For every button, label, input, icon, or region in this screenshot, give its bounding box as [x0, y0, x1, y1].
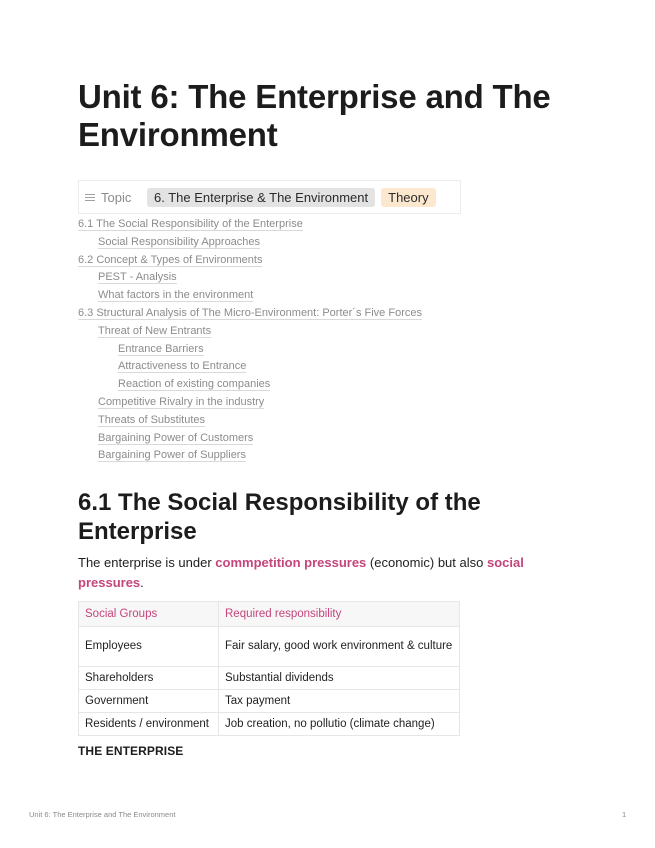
column-header: Social Groups	[79, 602, 219, 627]
topic-property-label	[85, 190, 147, 205]
toc-link[interactable]: 6.2 Concept & Types of Environments	[78, 253, 263, 266]
table-row	[79, 627, 460, 667]
highlight-text: commpetition pressures	[215, 555, 367, 570]
footer-title: Unit 6: The Enterprise and The Environment	[29, 810, 176, 819]
toc-link[interactable]: 6.1 The Social Responsibility of the Enterprise	[78, 218, 303, 230]
toc-link[interactable]: PEST - Analysis	[98, 271, 177, 284]
table-cell: Fair salary, good work environment & culture	[219, 627, 460, 667]
table-cell: Employees	[79, 627, 219, 667]
table-row	[79, 713, 460, 736]
properties-row	[78, 180, 461, 214]
toc-link[interactable]: What factors in the environment	[98, 289, 254, 302]
table-row	[79, 667, 460, 690]
toc-link[interactable]: Attractiveness to Entrance	[118, 360, 247, 373]
table-row	[79, 690, 460, 713]
page-number: 1	[622, 810, 627, 819]
table-cell: Tax payment	[219, 690, 460, 713]
table-cell: Shareholders	[79, 667, 219, 690]
table-header-row	[79, 602, 460, 627]
subheading: THE ENTERPRISE	[78, 744, 184, 758]
toc-link[interactable]: Competitive Rivalry in the industry	[98, 395, 265, 408]
toc-link[interactable]: 6.3 Structural Analysis of The Micro-Environment: Porter´s Five Forces	[78, 306, 422, 319]
type-tag[interactable]: Theory	[381, 188, 435, 207]
table-cell: Residents / environment	[79, 713, 219, 736]
toc-link[interactable]: Bargaining Power of Suppliers	[98, 449, 246, 462]
intro-text: .	[140, 575, 144, 590]
table-cell: Job creation, no pollutio (climate change)	[219, 713, 460, 736]
toc-link[interactable]: Entrance Barriers	[118, 342, 204, 355]
intro-text: (economic) but also	[366, 555, 487, 570]
table-of-contents	[78, 216, 578, 465]
page-title: Unit 6: The Enterprise and The Environment	[78, 78, 551, 153]
toc-link[interactable]: Threats of Substitutes	[98, 413, 205, 426]
section-heading: 6.1 The Social Responsibility of the Enterprise	[78, 489, 481, 545]
toc-link[interactable]: Social Responsibility Approaches	[98, 235, 261, 248]
list-icon	[85, 193, 95, 202]
responsibility-table	[78, 601, 460, 736]
toc-link[interactable]: Reaction of existing companies	[118, 378, 271, 391]
highlight-text: social pressures	[78, 555, 524, 590]
intro-text: The enterprise is under	[78, 555, 216, 570]
toc-link[interactable]: Bargaining Power of Customers	[98, 431, 254, 444]
intro-paragraph	[78, 553, 548, 593]
column-header: Required responsibility	[219, 602, 460, 627]
topic-tag[interactable]: 6. The Enterprise & The Environment	[147, 188, 375, 207]
table-cell: Government	[79, 690, 219, 713]
toc-link[interactable]: Threat of New Entrants	[98, 324, 212, 337]
topic-label: Topic	[101, 189, 132, 205]
table-cell: Substantial dividends	[219, 667, 460, 690]
